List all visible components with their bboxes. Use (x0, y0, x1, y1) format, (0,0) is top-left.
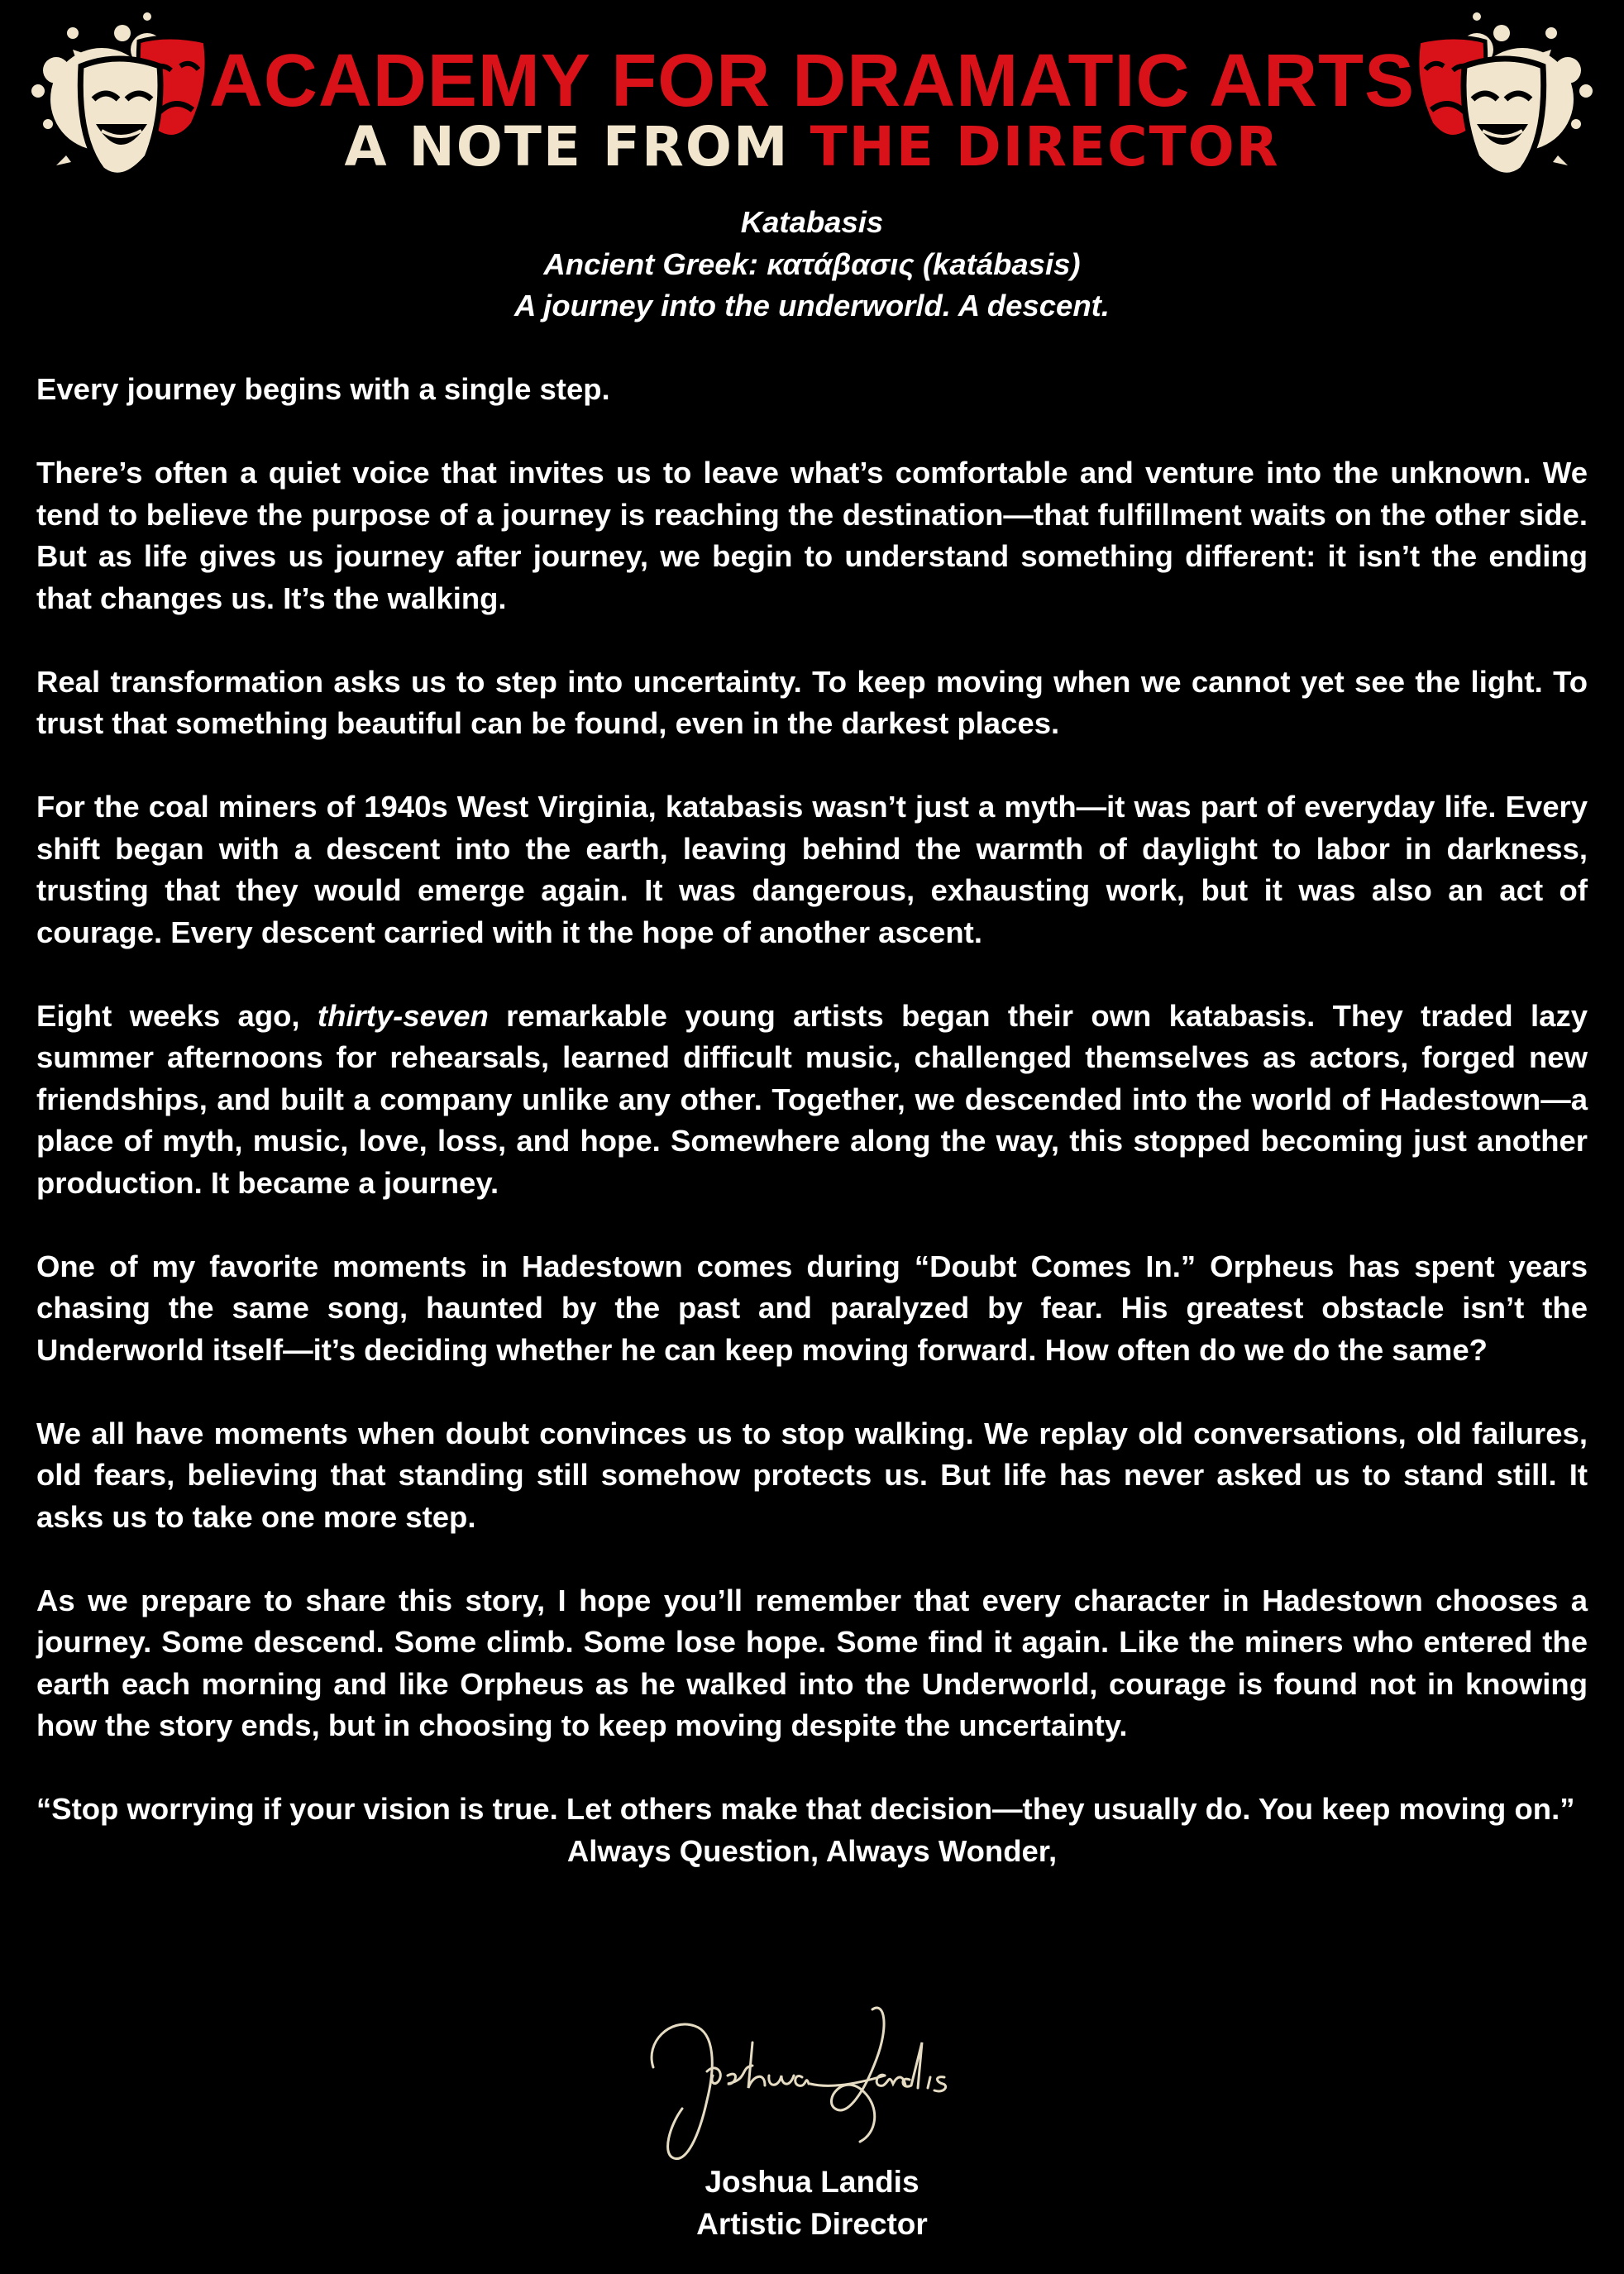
subtitle-part-1: A NOTE FROM (344, 115, 790, 179)
header (0, 0, 1624, 198)
paragraph-text: remarkable young artists began their own katabasis. They traded lazy summer afternoons for rehearsals, learned difficult music, challenged themselves as actors, forged new friendships, and built a company unlike any other. Together, we descended into the world of Hadestown—a place of myth, music, love, loss, and hope. Somewhere along the way, this stopped becoming just another production. It became a journey. (36, 998, 1588, 1200)
intro-meaning: A journey into the underworld. A descent. (514, 289, 1110, 322)
paragraph: As we prepare to share this story, I hope you’ll remember that every character in Hadestown chooses a journey. Some descend. Some climb. Some lose hope. Some find it again. Like the miners who entered the earth each morning and like Orpheus as he walked into the Underworld, courage is found not in knowing how the story ends, but in choosing to keep moving despite the uncertainty. (36, 1583, 1588, 1742)
theater-masks-icon (1378, 0, 1601, 198)
paragraph: We all have moments when doubt convinces us to stop walking. We replay old conversations, old failures, old fears, believing that standing still somehow protects us. But life has never asked us to stand still. It asks us to take one more step. (36, 1416, 1588, 1534)
emphasis-text: thirty-seven (317, 998, 489, 1033)
intro-term: Katabasis (740, 205, 884, 239)
subtitle-part-2: THE DIRECTOR (810, 115, 1280, 179)
paragraph (36, 996, 1588, 1205)
paragraph: There’s often a quiet voice that invites us to leave what’s comfortable and venture into the unknown. We tend to believe the purpose of a journey is reaching the destination—that fulfillment waits on the other side. But as life gives us journey after journey, we begin to understand something different: it isn’t the ending that changes us. It’s the walking. (36, 456, 1588, 615)
director-name: Joshua Landis (705, 2165, 919, 2199)
intro-definition (36, 202, 1588, 327)
intro-etymology: Ancient Greek: κατάβασις (katábasis) (543, 246, 1081, 281)
paragraph: Every journey begins with a single step. (36, 372, 610, 406)
letter-body (36, 202, 1588, 1872)
sign-off: Always Question, Always Wonder, (566, 1833, 1058, 1868)
paragraph: Real transformation asks us to step into uncertainty. To keep moving when we cannot yet see the light. To trust that something beautiful can be found, even in the darkest places. (36, 664, 1588, 740)
handwritten-signature (637, 1993, 984, 2167)
note-subtitle (207, 116, 1417, 179)
paragraph: For the coal miners of 1940s West Virginia, katabasis wasn’t just a myth—it was part of everyday life. Every shift began with a descent into the earth, leaving behind the warmth of daylight to labor in darkness, trusting that they would emerge again. It was dangerous, exhausting work, but it was also an act of courage. Every descent carried with it the hope of another ascent. (36, 790, 1588, 949)
director-title: Artistic Director (696, 2207, 928, 2241)
closing-quote: “Stop worrying if your vision is true. Let others make that decision—they usually do. You keep moving on.” (36, 1792, 1575, 1826)
paragraph-text: Eight weeks ago, (36, 998, 318, 1033)
academy-title: ACADEMY FOR DRAMATIC ARTS (208, 40, 1416, 122)
paragraph: One of my favorite moments in Hadestown comes during “Doubt Comes In.” Orpheus has spent years chasing the same song, haunted by the past and paralyzed by fear. His greatest obstacle isn’t the Underworld itself—it’s deciding whether he can keep moving forward. How often do we do the same? (36, 1249, 1588, 1367)
